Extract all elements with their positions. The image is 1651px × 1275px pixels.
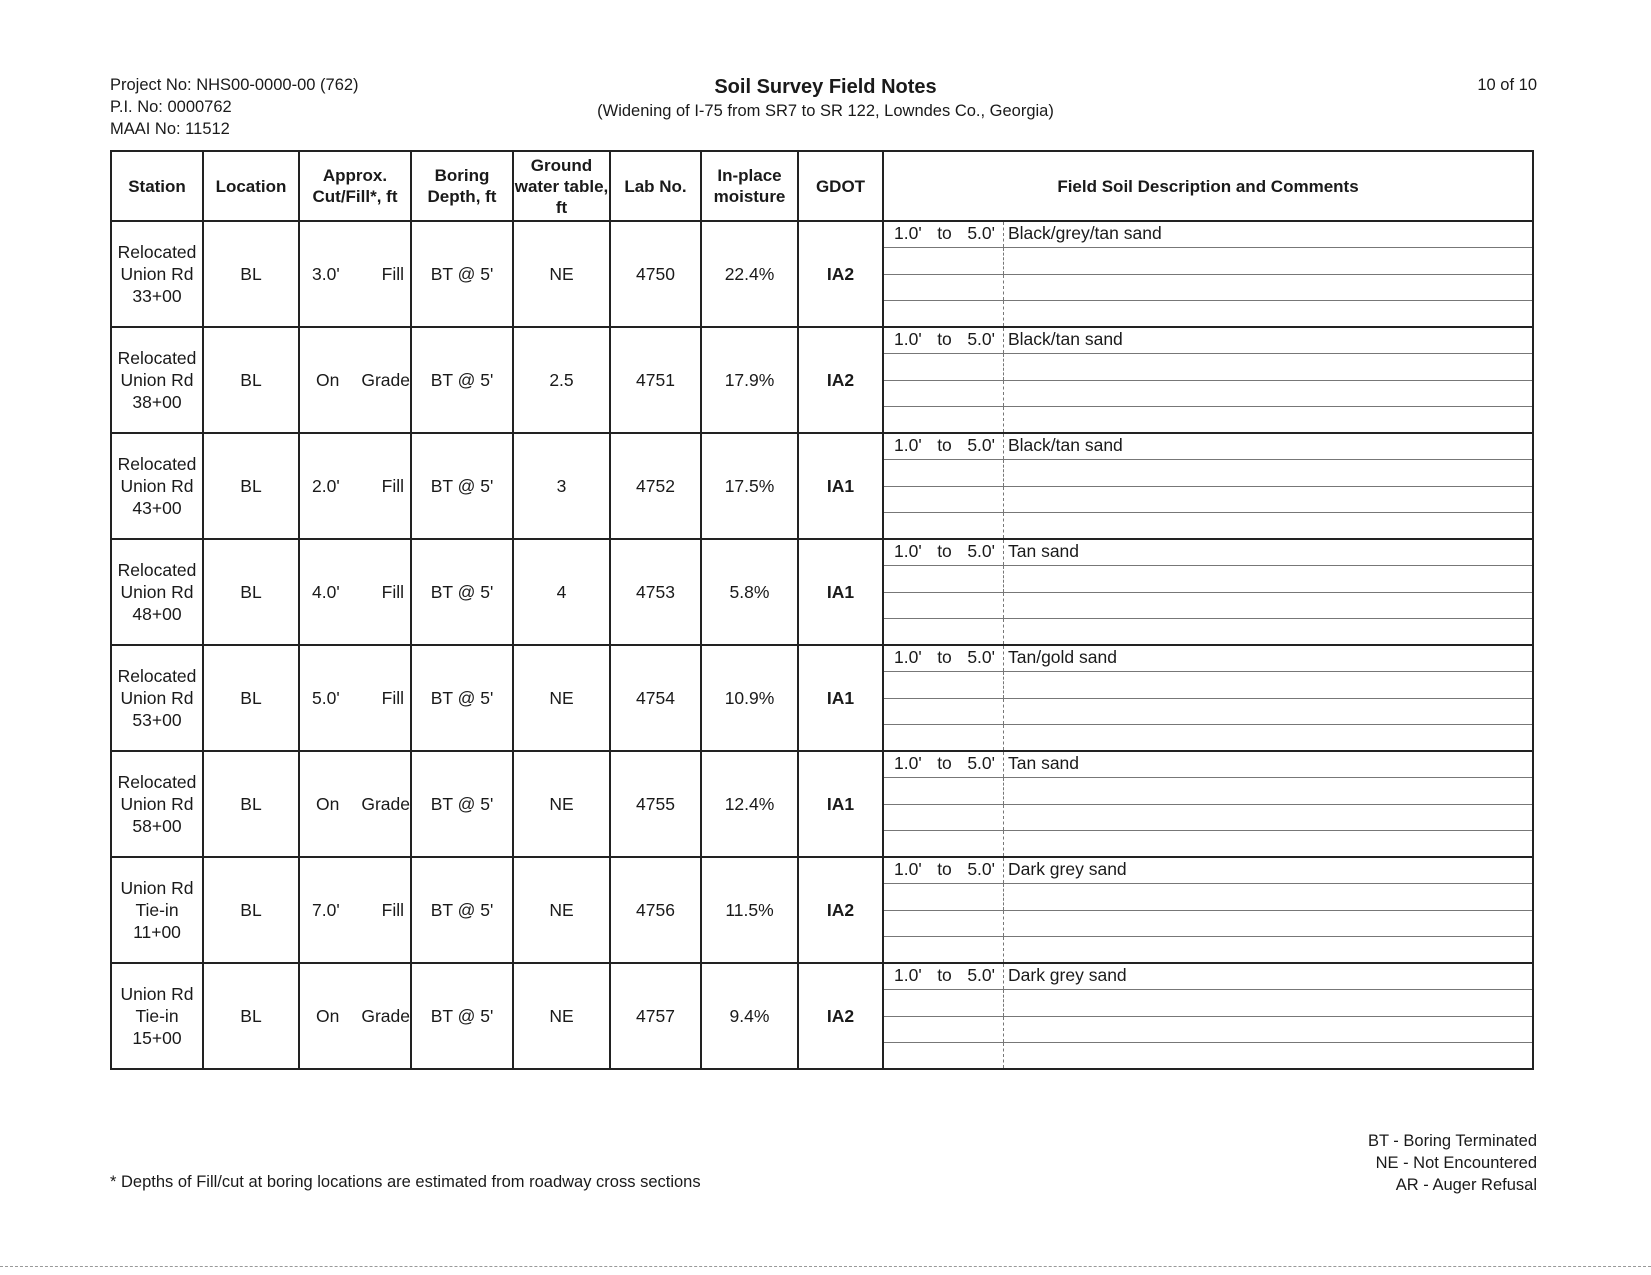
- depth-range: [884, 222, 1004, 247]
- water-table-cell: 3: [513, 433, 610, 539]
- cut-fill-cell: [299, 539, 411, 645]
- cut-fill-cell: [299, 327, 411, 433]
- boring-depth-cell: BT @ 5': [411, 645, 513, 751]
- soil-description-cell: [883, 963, 1533, 1069]
- description-line: [884, 831, 1532, 856]
- station-line: 48+00: [132, 604, 182, 624]
- pi-number: P.I. No: 0000762: [110, 98, 232, 116]
- boring-depth-cell: BT @ 5': [411, 539, 513, 645]
- soil-description-cell: [883, 327, 1533, 433]
- station-cell: [111, 645, 203, 751]
- table-row: [111, 539, 1533, 645]
- table-row: [111, 751, 1533, 857]
- description-line: [884, 275, 1532, 301]
- location-cell: BL: [203, 645, 299, 751]
- depth-to: 5.0': [967, 541, 995, 561]
- depth-from: 1.0': [894, 647, 922, 667]
- cut-fill-type: Fill: [381, 687, 404, 708]
- station-line: 33+00: [132, 286, 182, 306]
- cut-fill-cell: [299, 751, 411, 857]
- description-line: [884, 513, 1532, 538]
- description-line: [884, 248, 1532, 274]
- table-row: [111, 645, 1533, 751]
- description-line: [884, 328, 1532, 354]
- gdot-class-cell: IA2: [798, 857, 883, 963]
- water-table-cell: 4: [513, 539, 610, 645]
- column-header: In-place moisture: [701, 151, 798, 221]
- gdot-class-cell: IA1: [798, 751, 883, 857]
- depth-from: 1.0': [894, 753, 922, 773]
- description-line: [884, 911, 1532, 937]
- column-header: Approx. Cut/Fill*, ft: [299, 151, 411, 221]
- depth-to-word: to: [937, 435, 952, 455]
- water-table-cell: NE: [513, 751, 610, 857]
- station-cell: [111, 327, 203, 433]
- cut-fill-cell: [299, 433, 411, 539]
- description-line: [884, 858, 1532, 884]
- project-info: [110, 74, 359, 140]
- column-header: Station: [111, 151, 203, 221]
- depth-range: [884, 964, 1004, 989]
- table-row: [111, 433, 1533, 539]
- station-cell: [111, 963, 203, 1069]
- description-line: [884, 1017, 1532, 1043]
- station-line: Union Rd: [120, 688, 194, 708]
- station-cell: [111, 539, 203, 645]
- cut-fill-value: On: [316, 1005, 340, 1026]
- depth-to: 5.0': [967, 965, 995, 985]
- description-line: [884, 725, 1532, 750]
- station-line: Union Rd: [120, 984, 194, 1004]
- depth-to: 5.0': [967, 435, 995, 455]
- description-line: [884, 460, 1532, 486]
- location-cell: BL: [203, 857, 299, 963]
- page-number: 10 of 10: [1477, 76, 1537, 94]
- description-line: [884, 540, 1532, 566]
- station-line: 43+00: [132, 498, 182, 518]
- depth-to-word: to: [937, 859, 952, 879]
- lab-number-cell: 4756: [610, 857, 701, 963]
- document-subtitle: (Widening of I-75 from SR7 to SR 122, Lowndes Co., Georgia): [597, 102, 1054, 120]
- depth-from: 1.0': [894, 223, 922, 243]
- soil-description: Tan/gold sand: [1008, 647, 1117, 667]
- cut-fill-type: Fill: [381, 581, 404, 602]
- boring-depth-cell: BT @ 5': [411, 327, 513, 433]
- station-line: Relocated: [117, 666, 197, 686]
- moisture-cell: 17.5%: [701, 433, 798, 539]
- gdot-class-cell: IA1: [798, 539, 883, 645]
- lab-number-cell: 4753: [610, 539, 701, 645]
- depth-from: 1.0': [894, 541, 922, 561]
- water-table-cell: NE: [513, 645, 610, 751]
- description-line: [884, 805, 1532, 831]
- description-line: [884, 619, 1532, 644]
- cut-fill-type: Fill: [381, 263, 404, 284]
- description-line: [884, 301, 1532, 326]
- gdot-class-cell: IA2: [798, 327, 883, 433]
- moisture-cell: 12.4%: [701, 751, 798, 857]
- depth-to-word: to: [937, 647, 952, 667]
- soil-description-cell: [883, 751, 1533, 857]
- cut-fill-value: 3.0': [312, 263, 340, 284]
- station-line: Union Rd: [120, 878, 194, 898]
- description-line: [884, 699, 1532, 725]
- depth-to-word: to: [937, 541, 952, 561]
- column-header: Location: [203, 151, 299, 221]
- table-row: [111, 221, 1533, 327]
- gdot-class-cell: IA2: [798, 963, 883, 1069]
- cut-fill-cell: [299, 857, 411, 963]
- description-line: [884, 752, 1532, 778]
- boring-depth-cell: BT @ 5': [411, 963, 513, 1069]
- station-cell: [111, 751, 203, 857]
- depth-from: 1.0': [894, 329, 922, 349]
- description-line: [884, 354, 1532, 380]
- soil-description: Dark grey sand: [1008, 859, 1127, 879]
- cut-fill-value: On: [316, 793, 340, 814]
- soil-survey-table: [110, 150, 1534, 1070]
- description-line: [884, 434, 1532, 460]
- depth-range: [884, 646, 1004, 671]
- station-line: 15+00: [132, 1028, 182, 1048]
- column-header: Lab No.: [610, 151, 701, 221]
- station-line: 58+00: [132, 816, 182, 836]
- depth-range: [884, 752, 1004, 777]
- footnote: * Depths of Fill/cut at boring locations are estimated from roadway cross sections: [110, 1173, 701, 1191]
- station-cell: [111, 857, 203, 963]
- description-line: [884, 964, 1532, 990]
- description-line: [884, 990, 1532, 1016]
- soil-description-cell: [883, 645, 1533, 751]
- gdot-class-cell: IA1: [798, 645, 883, 751]
- description-line: [884, 222, 1532, 248]
- soil-description-cell: [883, 539, 1533, 645]
- depth-to-word: to: [937, 753, 952, 773]
- depth-to: 5.0': [967, 329, 995, 349]
- gdot-class-cell: IA1: [798, 433, 883, 539]
- station-line: Relocated: [117, 348, 197, 368]
- station-line: Union Rd: [120, 582, 194, 602]
- cut-fill-value: 2.0': [312, 475, 340, 496]
- depth-to: 5.0': [967, 859, 995, 879]
- water-table-cell: NE: [513, 857, 610, 963]
- cut-fill-type: Grade: [361, 369, 410, 390]
- cut-fill-cell: [299, 221, 411, 327]
- station-line: 38+00: [132, 392, 182, 412]
- column-header: Boring Depth, ft: [411, 151, 513, 221]
- depth-from: 1.0': [894, 965, 922, 985]
- cut-fill-type: Grade: [361, 793, 410, 814]
- water-table-cell: NE: [513, 221, 610, 327]
- cut-fill-value: 5.0': [312, 687, 340, 708]
- depth-to: 5.0': [967, 753, 995, 773]
- moisture-cell: 22.4%: [701, 221, 798, 327]
- depth-to: 5.0': [967, 223, 995, 243]
- moisture-cell: 17.9%: [701, 327, 798, 433]
- station-cell: [111, 433, 203, 539]
- station-line: 11+00: [133, 922, 181, 942]
- description-line: [884, 1043, 1532, 1068]
- description-line: [884, 407, 1532, 432]
- page-edge-rule: [0, 1266, 1651, 1267]
- column-header: Ground water table, ft: [513, 151, 610, 221]
- cut-fill-value: 4.0': [312, 581, 340, 602]
- description-line: [884, 487, 1532, 513]
- column-header: Field Soil Description and Comments: [883, 151, 1533, 221]
- moisture-cell: 10.9%: [701, 645, 798, 751]
- lab-number-cell: 4752: [610, 433, 701, 539]
- description-line: [884, 381, 1532, 407]
- document-title: Soil Survey Field Notes: [714, 76, 937, 98]
- station-line: Relocated: [117, 772, 197, 792]
- soil-description-cell: [883, 433, 1533, 539]
- depth-range: [884, 540, 1004, 565]
- column-header: GDOT: [798, 151, 883, 221]
- location-cell: BL: [203, 963, 299, 1069]
- project-number: Project No: NHS00-0000-00 (762): [110, 76, 359, 94]
- soil-description: Black/grey/tan sand: [1008, 223, 1162, 243]
- moisture-cell: 9.4%: [701, 963, 798, 1069]
- description-line: [884, 566, 1532, 592]
- location-cell: BL: [203, 221, 299, 327]
- boring-depth-cell: BT @ 5': [411, 857, 513, 963]
- location-cell: BL: [203, 327, 299, 433]
- station-line: Tie-in: [135, 900, 179, 920]
- cut-fill-value: On: [316, 369, 340, 390]
- soil-description-cell: [883, 221, 1533, 327]
- depth-to-word: to: [937, 965, 952, 985]
- lab-number-cell: 4750: [610, 221, 701, 327]
- legend-item: AR - Auger Refusal: [1395, 1176, 1537, 1194]
- description-line: [884, 937, 1532, 962]
- cut-fill-cell: [299, 963, 411, 1069]
- table-row: [111, 963, 1533, 1069]
- cut-fill-cell: [299, 645, 411, 751]
- lab-number-cell: 4755: [610, 751, 701, 857]
- station-line: Relocated: [117, 560, 197, 580]
- cut-fill-type: Fill: [381, 899, 404, 920]
- description-line: [884, 593, 1532, 619]
- table-row: [111, 327, 1533, 433]
- boring-depth-cell: BT @ 5': [411, 433, 513, 539]
- station-line: Relocated: [117, 242, 197, 262]
- location-cell: BL: [203, 751, 299, 857]
- station-line: Union Rd: [120, 264, 194, 284]
- soil-description: Black/tan sand: [1008, 329, 1123, 349]
- description-line: [884, 672, 1532, 698]
- soil-description: Black/tan sand: [1008, 435, 1123, 455]
- station-cell: [111, 221, 203, 327]
- water-table-cell: NE: [513, 963, 610, 1069]
- legend-item: BT - Boring Terminated: [1367, 1132, 1537, 1150]
- moisture-cell: 5.8%: [701, 539, 798, 645]
- depth-to-word: to: [937, 223, 952, 243]
- description-line: [884, 884, 1532, 910]
- depth-range: [884, 858, 1004, 883]
- cut-fill-type: Grade: [361, 1005, 410, 1026]
- station-line: Union Rd: [120, 370, 194, 390]
- water-table-cell: 2.5: [513, 327, 610, 433]
- depth-range: [884, 328, 1004, 353]
- cut-fill-type: Fill: [381, 475, 404, 496]
- table-header-row: [111, 151, 1533, 221]
- station-line: 53+00: [132, 710, 182, 730]
- depth-from: 1.0': [894, 435, 922, 455]
- soil-description: Tan sand: [1008, 753, 1080, 773]
- moisture-cell: 11.5%: [701, 857, 798, 963]
- description-line: [884, 646, 1532, 672]
- depth-range: [884, 434, 1004, 459]
- station-line: Tie-in: [135, 1006, 179, 1026]
- table-body: [111, 221, 1533, 1069]
- depth-from: 1.0': [894, 859, 922, 879]
- boring-depth-cell: BT @ 5': [411, 751, 513, 857]
- lab-number-cell: 4754: [610, 645, 701, 751]
- lab-number-cell: 4757: [610, 963, 701, 1069]
- station-line: Relocated: [117, 454, 197, 474]
- description-line: [884, 778, 1532, 804]
- soil-description: Dark grey sand: [1008, 965, 1127, 985]
- station-line: Union Rd: [120, 476, 194, 496]
- location-cell: BL: [203, 539, 299, 645]
- station-line: Union Rd: [120, 794, 194, 814]
- lab-number-cell: 4751: [610, 327, 701, 433]
- maai-number: MAAI No: 11512: [110, 120, 230, 138]
- soil-description: Tan sand: [1008, 541, 1080, 561]
- depth-to-word: to: [937, 329, 952, 349]
- table-row: [111, 857, 1533, 963]
- boring-depth-cell: BT @ 5': [411, 221, 513, 327]
- abbreviation-legend: [1290, 1130, 1537, 1196]
- cut-fill-value: 7.0': [312, 899, 340, 920]
- legend-item: NE - Not Encountered: [1375, 1154, 1537, 1172]
- soil-description-cell: [883, 857, 1533, 963]
- gdot-class-cell: IA2: [798, 221, 883, 327]
- location-cell: BL: [203, 433, 299, 539]
- depth-to: 5.0': [967, 647, 995, 667]
